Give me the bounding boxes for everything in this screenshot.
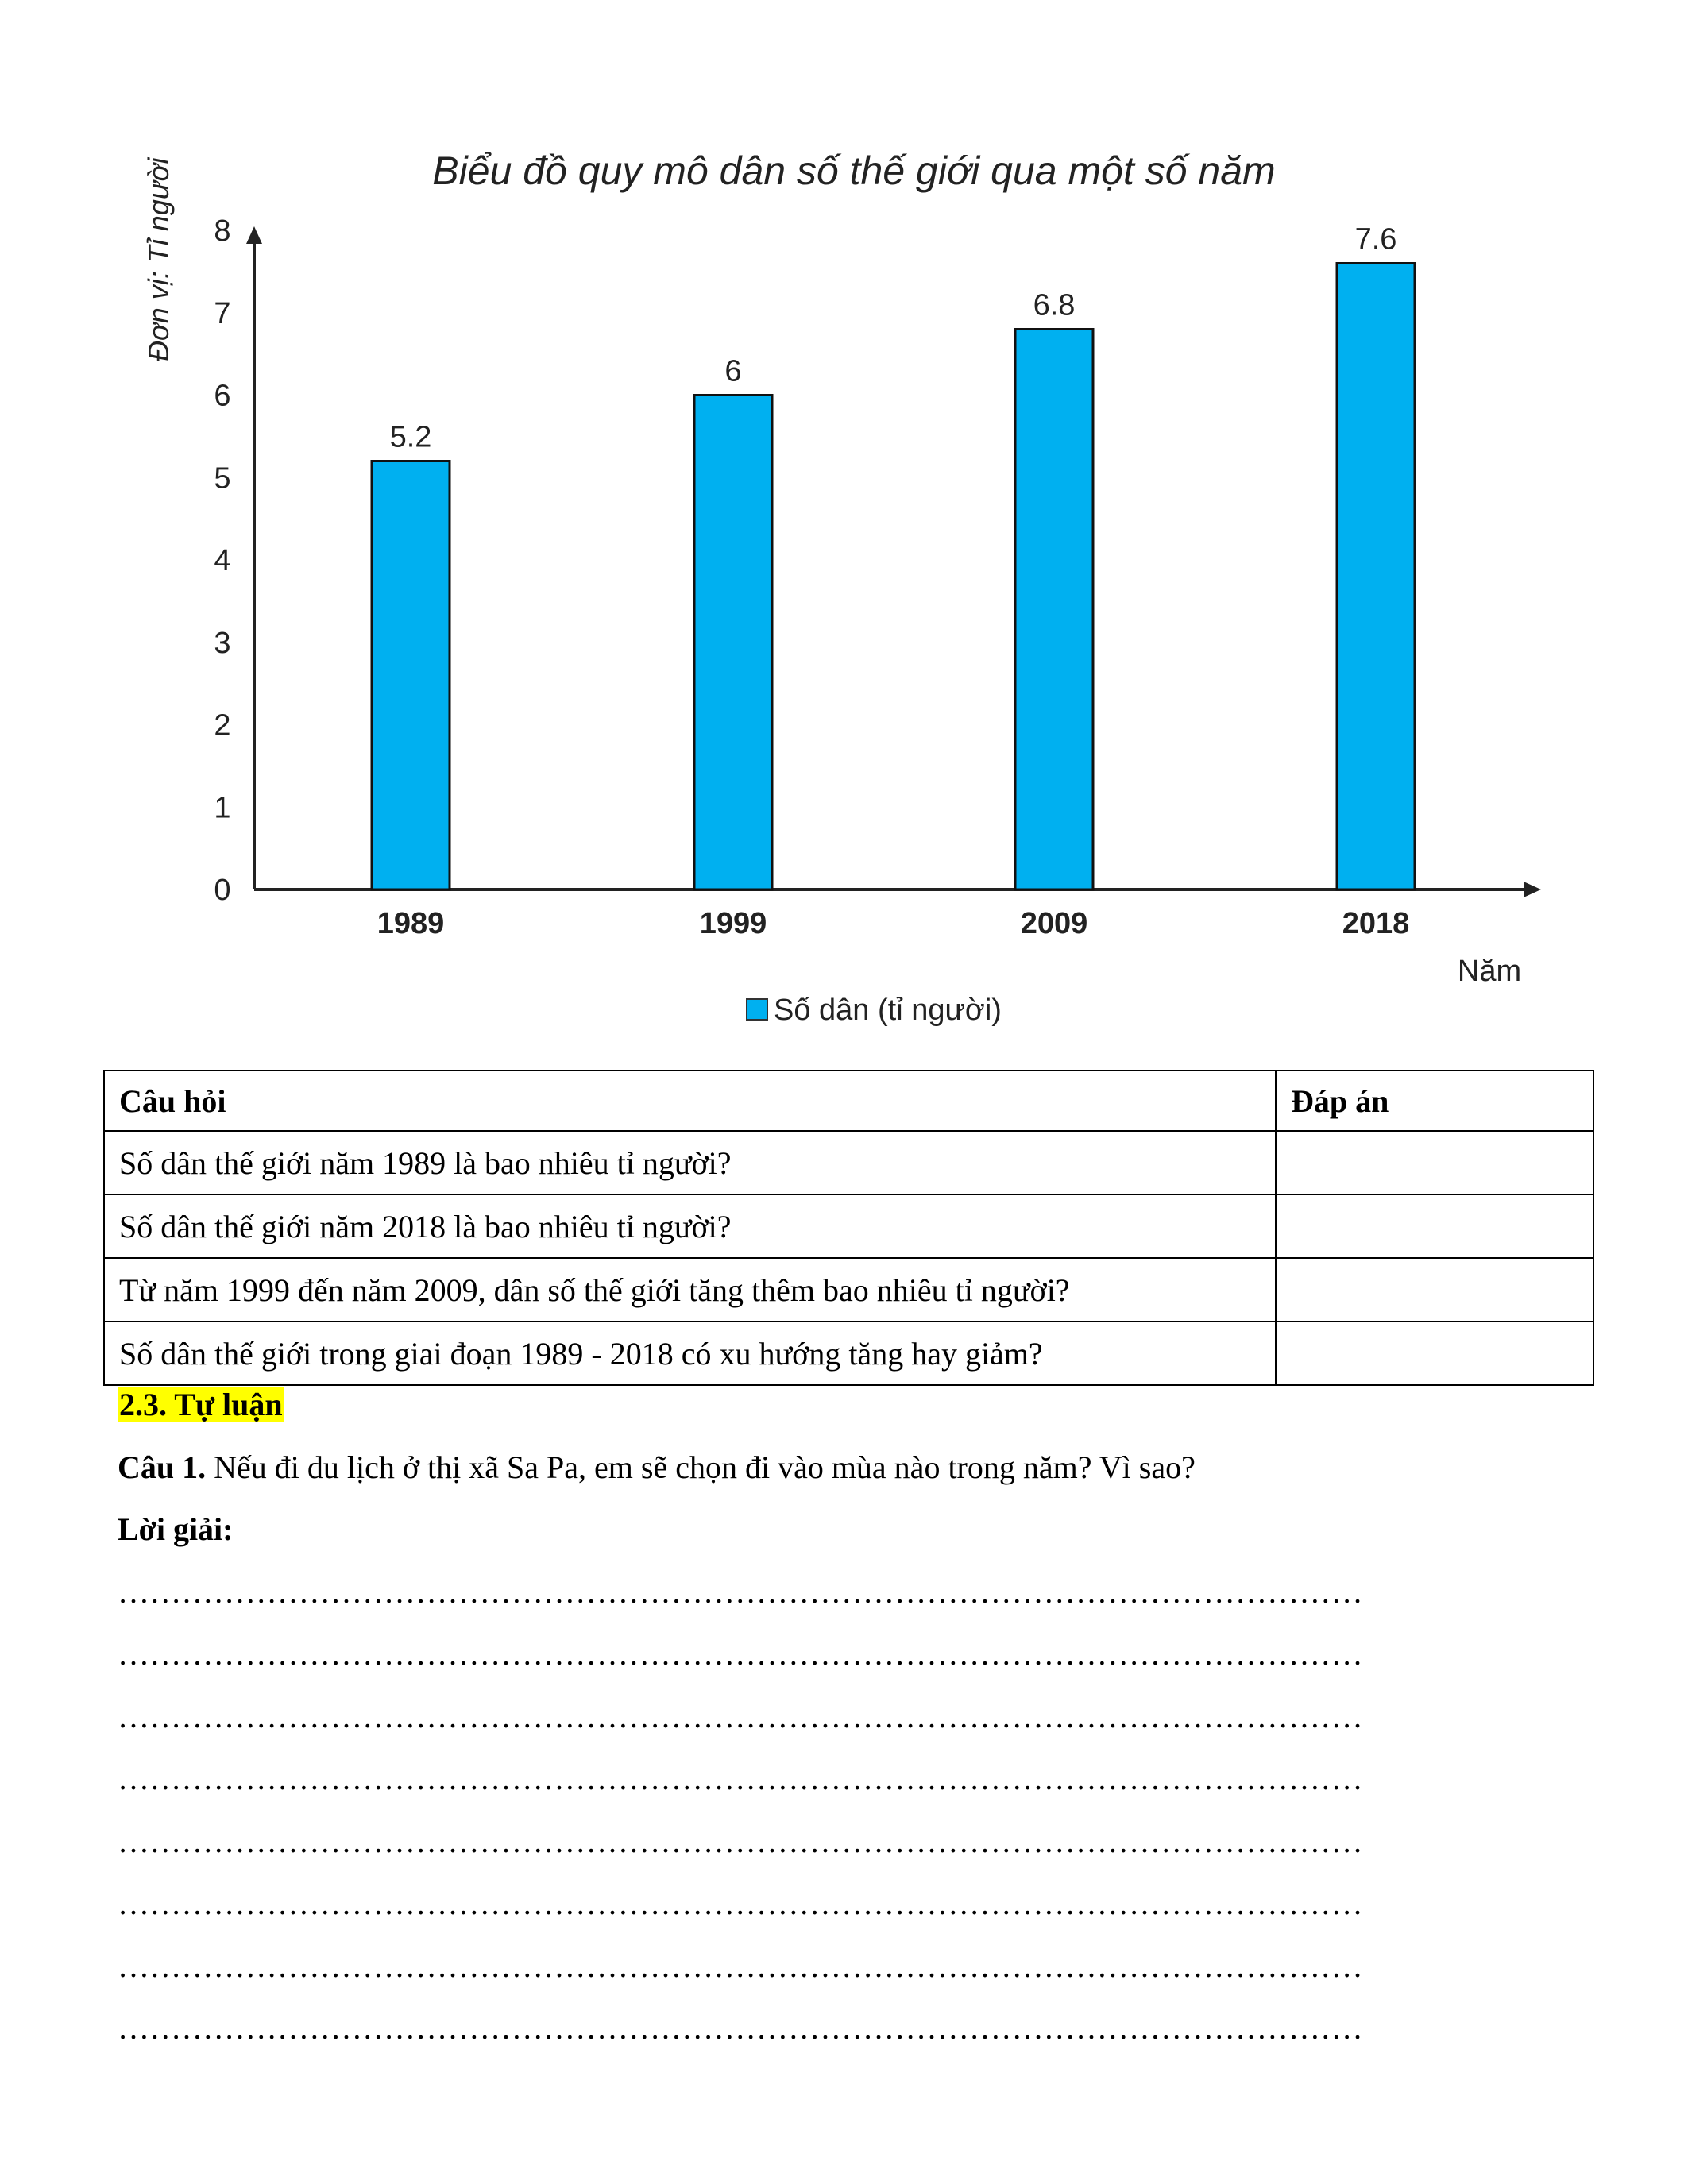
- y-tick-label: 1: [214, 791, 231, 825]
- answer-line[interactable]: ………………………………………………………………………………………………………: [118, 2010, 1363, 2046]
- answer-cell[interactable]: [1276, 1194, 1593, 1258]
- bar-value-label: 6.8: [1033, 288, 1076, 322]
- y-tick-label: 7: [214, 296, 231, 330]
- y-tick-label: 8: [214, 214, 231, 248]
- population-bar-chart: [111, 119, 1557, 1040]
- x-category-label: 1989: [377, 907, 445, 940]
- bar: [372, 461, 450, 890]
- chart-data-labels: [390, 223, 1397, 454]
- answer-cell[interactable]: [1276, 1258, 1593, 1322]
- legend-swatch: [747, 999, 767, 1020]
- bar-value-label: 5.2: [389, 420, 432, 454]
- chart-bars: [372, 264, 1415, 890]
- bar: [1337, 264, 1415, 890]
- x-axis-arrow: [1524, 882, 1541, 897]
- table-row: [104, 1194, 1593, 1258]
- x-category-label: 2009: [1020, 907, 1088, 940]
- x-category-label: 2018: [1342, 907, 1410, 940]
- y-unit-label: Đơn vị: Tỉ người: [142, 157, 175, 361]
- x-category-labels: [377, 907, 1410, 940]
- table-row: [104, 1322, 1593, 1385]
- table-header-question: Câu hỏi: [104, 1071, 1276, 1131]
- question-cell: Từ năm 1999 đến năm 2009, dân số thế giới tăng thêm bao nhiêu tỉ người?: [104, 1258, 1276, 1322]
- bar-value-label: 6: [724, 354, 742, 388]
- chart-legend: [747, 994, 1002, 1027]
- answer-line[interactable]: ………………………………………………………………………………………………………: [118, 1636, 1363, 1672]
- y-tick-label: 5: [214, 461, 231, 496]
- table-row: [104, 1258, 1593, 1322]
- y-tick-label: 6: [214, 379, 231, 413]
- y-tick-labels: [214, 214, 230, 907]
- y-tick-label: 0: [214, 874, 231, 907]
- question-cell: Số dân thế giới trong giai đoạn 1989 - 2018 có xu hướng tăng hay giảm?: [104, 1322, 1276, 1385]
- answer-cell[interactable]: [1276, 1131, 1593, 1194]
- y-tick-label: 2: [214, 708, 231, 743]
- y-tick-label: 4: [214, 544, 231, 577]
- bar: [694, 396, 772, 890]
- question-label: Câu 1.: [118, 1449, 207, 1485]
- y-axis-arrow: [246, 226, 262, 244]
- answer-cell[interactable]: [1276, 1322, 1593, 1385]
- answer-line[interactable]: ………………………………………………………………………………………………………: [118, 1574, 1363, 1610]
- table-header-answer: Đáp án: [1276, 1071, 1593, 1131]
- answer-line[interactable]: ………………………………………………………………………………………………………: [118, 1948, 1363, 1984]
- x-category-label: 1999: [699, 907, 767, 940]
- answer-line[interactable]: ………………………………………………………………………………………………………: [118, 1885, 1363, 1921]
- question-line: [118, 1449, 1196, 1486]
- table-row: [104, 1131, 1593, 1194]
- table-header-row: [104, 1071, 1593, 1131]
- bar: [1015, 330, 1093, 890]
- question-cell: Số dân thế giới năm 1989 là bao nhiêu tỉ người?: [104, 1131, 1276, 1194]
- legend-label: Số dân (tỉ người): [774, 994, 1002, 1027]
- section-heading: 2.3. Tự luận: [119, 1387, 283, 1422]
- y-tick-label: 3: [214, 626, 231, 660]
- chart-title: Biểu đồ quy mô dân số thế giới qua một số năm: [432, 149, 1276, 193]
- bar-value-label: 7.6: [1354, 222, 1397, 257]
- x-axis-title: Năm: [1457, 955, 1522, 988]
- answer-line[interactable]: ………………………………………………………………………………………………………: [118, 1699, 1363, 1734]
- question-answer-table: [103, 1070, 1594, 1386]
- question-text: Nếu đi du lịch ở thị xã Sa Pa, em sẽ chọn đi vào mùa nào trong năm? Vì sao?: [206, 1449, 1196, 1485]
- answer-line[interactable]: ………………………………………………………………………………………………………: [118, 1761, 1363, 1796]
- question-cell: Số dân thế giới năm 2018 là bao nhiêu tỉ người?: [104, 1194, 1276, 1258]
- answer-line[interactable]: ………………………………………………………………………………………………………: [118, 1823, 1363, 1859]
- answer-label: Lời giải:: [118, 1511, 234, 1547]
- section-heading-line: [118, 1386, 284, 1423]
